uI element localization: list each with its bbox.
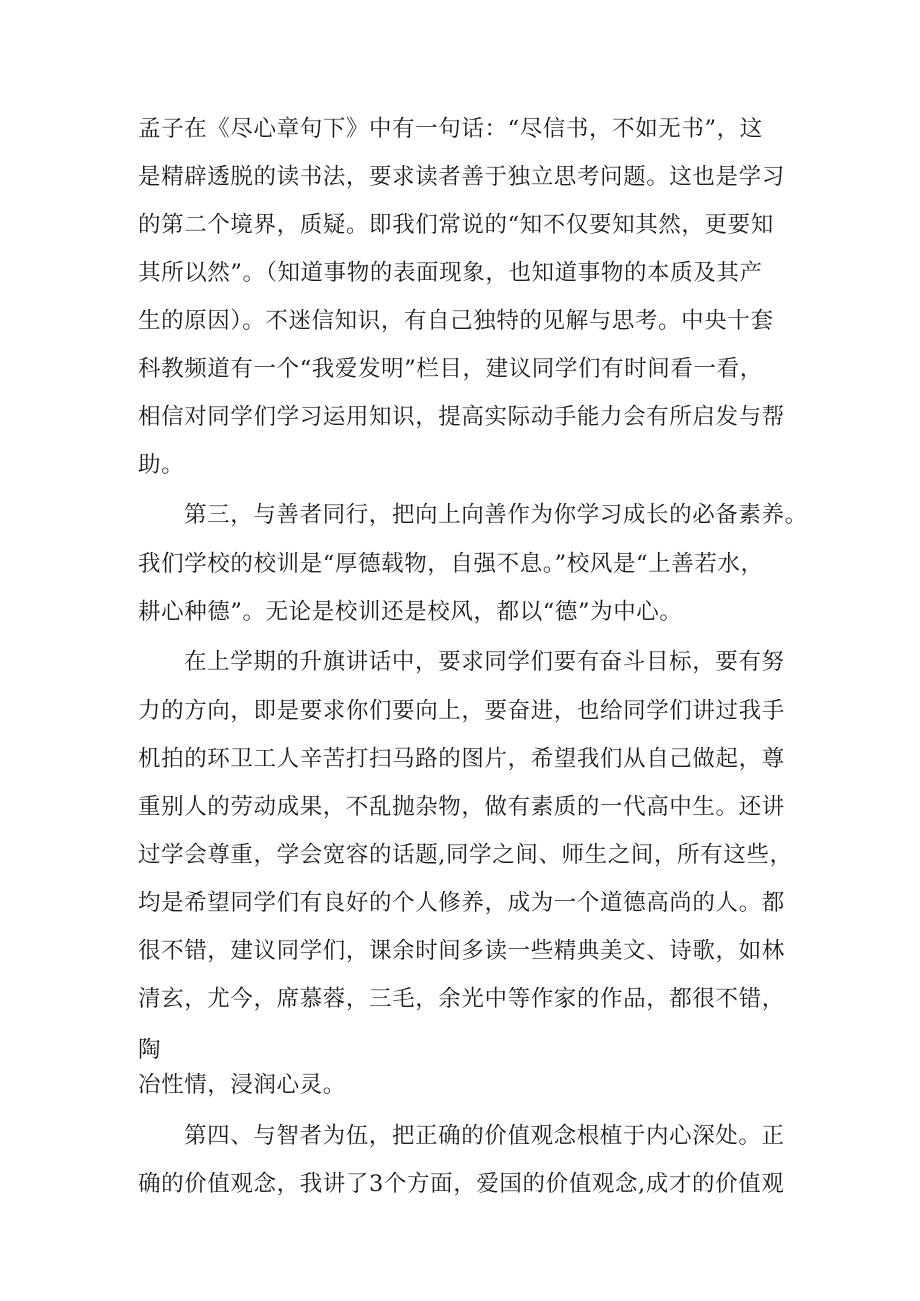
- paragraph-line: 孟子在《尽心章句下》中有一句话：“尽信书，不如无书”，这: [138, 116, 763, 142]
- paragraph-line: 耕心种德”。无论是校训还是校风，都以“德”为中心。: [138, 599, 683, 625]
- paragraph-line: 第三，与善者同行，把向上向善作为你学习成长的必备素养。: [184, 502, 808, 528]
- paragraph-line: 其所以然”。（知道事物的表面现象，也知道事物的本质及其产: [138, 260, 763, 286]
- paragraph-line: 我们学校的校训是“厚德载物，自强不息。”校风是“上善若水，: [138, 551, 764, 577]
- paragraph-line: 冶性情，浸润心灵。: [138, 1072, 346, 1098]
- paragraph-line: 确的价值观念，我讲了3个方面，爱国的价值观念,成才的价值观: [138, 1171, 785, 1197]
- paragraph-line: 均是希望同学们有良好的个人修养，成为一个道德高尚的人。都: [138, 890, 785, 916]
- paragraph-line: 助。: [138, 452, 185, 478]
- paragraph-line: 机拍的环卫工人辛苦打扫马路的图片，希望我们从自己做起，尊: [138, 746, 785, 772]
- paragraph-line: 过学会尊重，学会宽容的话题,同学之间、师生之间，所有这些，: [138, 842, 793, 868]
- paragraph-line: 是精辟透脱的读书法，要求读者善于独立思考问题。这也是学习: [138, 164, 785, 190]
- paragraph-line: 科教频道有一个“我爱发明”栏目，建议同学们有时间看一看，: [138, 356, 763, 382]
- paragraph-line: 生的原因）。不迷信知识，有自己独特的见解与思考。中央十套: [138, 308, 774, 334]
- paragraph-line: 力的方向，即是要求你们要向上，要奋进，也给同学们讲过我手: [138, 698, 785, 724]
- paragraph-line: 清玄，尤今，席慕蓉，三毛，余光中等作家的作品，都很不错，: [138, 986, 785, 1012]
- paragraph-line: 在上学期的升旗讲话中，要求同学们要有奋斗目标，要有努: [184, 649, 785, 675]
- paragraph-line: 的第二个境界，质疑。即我们常说的“知不仅要知其然，更要知: [138, 212, 774, 238]
- paragraph-line: 相信对同学们学习运用知识，提高实际动手能力会有所启发与帮: [138, 404, 785, 430]
- paragraph-line: 很不错，建议同学们，课余时间多读一些精典美文、诗歌，如林: [138, 938, 785, 964]
- paragraph-line: 第四、与智者为伍，把正确的价值观念根植于内心深处。正: [184, 1123, 785, 1149]
- paragraph-line: 重别人的劳动成果，不乱抛杂物，做有素质的一代高中生。还讲: [138, 794, 785, 820]
- paragraph-line: 陶: [138, 1037, 162, 1063]
